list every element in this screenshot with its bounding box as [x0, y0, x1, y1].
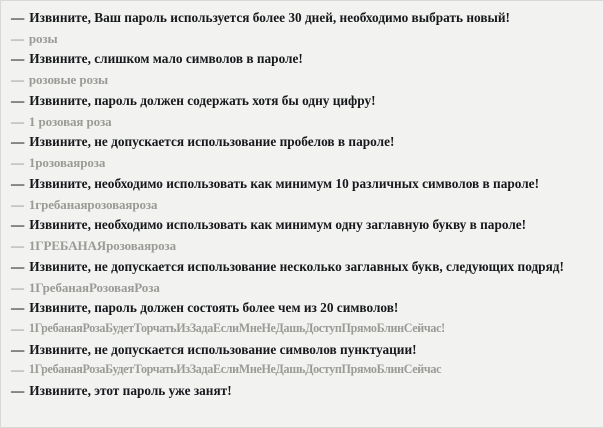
user-password-line: [11, 32, 591, 47]
em-dash-marker: —: [11, 217, 25, 233]
system-message-text: Извините, не допускается использование несколько заглавных букв, следующих подряд!: [29, 258, 564, 274]
em-dash-marker: —: [11, 30, 24, 46]
em-dash-marker: —: [11, 279, 24, 295]
system-message-line: [11, 135, 591, 150]
system-message-text: Извините, не допускается использование символов пунктуации!: [29, 341, 417, 357]
user-password-text: 1ГребанаяРозоваяРоза: [28, 279, 160, 295]
user-password-line: [11, 281, 591, 296]
system-message-text: Извините, Ваш пароль используется более 30 дней, необходимо выбрать новый!: [29, 10, 510, 25]
em-dash-marker: —: [11, 10, 25, 25]
system-message-text: Извините, слишком мало символов в пароле!: [29, 51, 303, 67]
system-message-line: [11, 260, 591, 275]
system-message-line: [11, 384, 591, 399]
system-message-text: Извините, этот пароль уже занят!: [29, 382, 232, 398]
em-dash-marker: —: [11, 238, 24, 254]
user-password-text: 1 розовая роза: [28, 113, 112, 129]
user-password-line: [11, 198, 591, 213]
user-password-text: 1розоваяроза: [28, 155, 106, 171]
system-message-text: Извините, не допускается использование пробелов в пароле!: [29, 134, 395, 150]
system-message-line: [11, 218, 591, 233]
user-password-text: 1ГребанаяРозаБудетТорчатьИзЗадаЕслиМнеНеДашьДоступПрямоБлинСейчас!: [28, 320, 445, 335]
em-dash-marker: —: [11, 92, 25, 108]
em-dash-marker: —: [11, 72, 24, 88]
system-message-line: [11, 52, 591, 67]
system-message-line: [11, 301, 591, 316]
em-dash-marker: —: [11, 175, 25, 191]
em-dash-marker: —: [11, 341, 25, 357]
em-dash-marker: —: [11, 196, 24, 212]
system-message-text: Извините, необходимо использовать как минимум одну заглавную букву в пароле!: [29, 217, 527, 233]
system-message-text: Извините, необходимо использовать как минимум 10 различных символов в пароле!: [29, 175, 540, 191]
system-message-line: [11, 177, 591, 192]
system-message-text: Извините, пароль должен состоять более чем из 20 символов!: [29, 300, 399, 316]
user-password-text: 1ГребанаяРозаБудетТорчатьИзЗадаЕслиМнеНеДашьДоступПрямоБлинСейчас: [28, 362, 442, 377]
user-password-line: [11, 73, 591, 88]
user-password-line: [11, 239, 591, 254]
em-dash-marker: —: [11, 382, 25, 398]
em-dash-marker: —: [11, 134, 25, 150]
user-password-text: розовые розы: [28, 72, 109, 88]
user-password-text: 1ГРЕБАНАЯрозоваяроза: [28, 238, 177, 254]
user-password-text: 1гребанаярозоваяроза: [28, 196, 158, 212]
user-password-line: [11, 363, 591, 378]
system-message-line: [11, 343, 591, 358]
user-password-line: [11, 115, 591, 130]
dialogue-list: [11, 11, 591, 399]
em-dash-marker: —: [11, 362, 24, 378]
em-dash-marker: —: [11, 113, 24, 129]
em-dash-marker: —: [11, 300, 25, 316]
em-dash-marker: —: [11, 258, 25, 274]
system-message-text: Извините, пароль должен содержать хотя бы одну цифру!: [29, 92, 376, 108]
em-dash-marker: —: [11, 155, 24, 171]
user-password-line: [11, 156, 591, 171]
user-password-text: розы: [28, 30, 58, 46]
em-dash-marker: —: [11, 51, 25, 67]
system-message-line: [11, 11, 591, 26]
user-password-line: [11, 322, 591, 337]
system-message-line: [11, 94, 591, 109]
em-dash-marker: —: [11, 320, 24, 336]
